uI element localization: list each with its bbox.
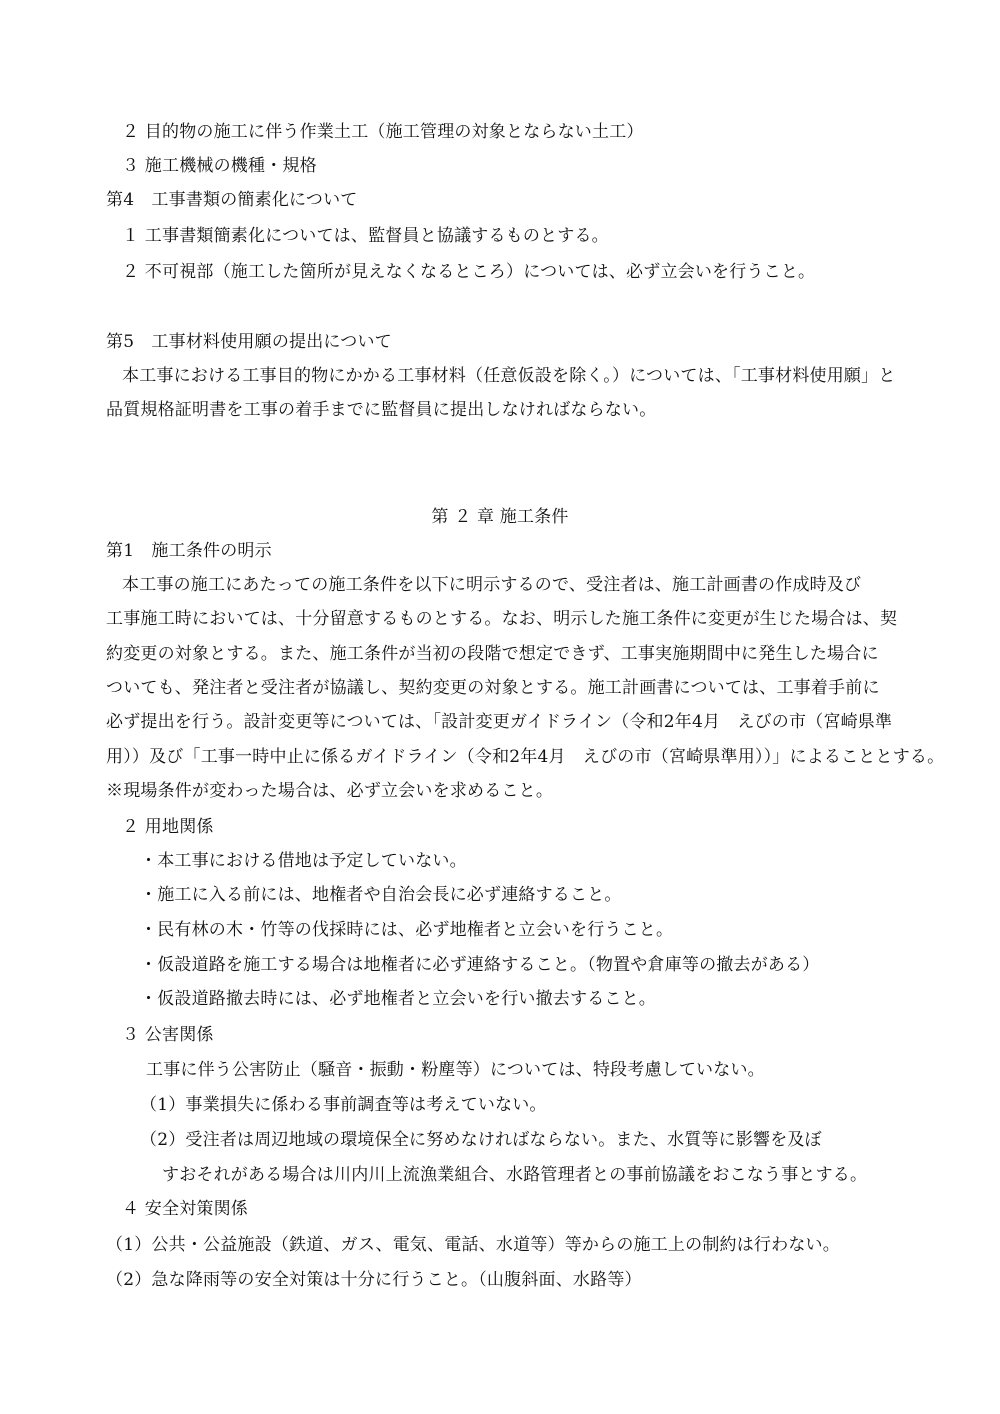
section-4-item-1: １ 工事書類簡素化については、監督員と協議するものとする。 [122, 226, 609, 246]
paragraph-line: 工事施工時においては、十分留意するものとする。なお、明示した施工条件に変更が生じた場合は、契 [106, 609, 898, 629]
safety-heading: ４ 安全対策関係 [122, 1199, 249, 1219]
section-5-heading: 第5 工事材料使用願の提出について [106, 332, 392, 352]
pollution-item-2-line-2: すおそれがある場合は川内川上流漁業組合、水路管理者との事前協議をおこなう事とする。 [162, 1165, 868, 1185]
safety-item-2: （2）急な降雨等の安全対策は十分に行うこと。（山腹斜面、水路等） [106, 1270, 642, 1290]
land-bullet: ・仮設道路を施工する場合は地権者に必ず連絡すること。（物置や倉庫等の撤去がある） [140, 955, 820, 975]
pollution-heading: ３ 公害関係 [122, 1025, 214, 1045]
paragraph-line: 約変更の対象とする。また、施工条件が当初の段階で想定できず、工事実施期間中に発生した場合に [106, 644, 879, 664]
pollution-intro: 工事に伴う公害防止（騒音・振動・粉塵等）については、特段考慮していない。 [146, 1060, 765, 1080]
paragraph-line: ついても、発注者と受注者が協議し、契約変更の対象とする。施工計画書については、工事着手前に [106, 678, 880, 698]
safety-item-1: （1）公共・公益施設（鉄道、ガス、電気、電話、水道等）等からの施工上の制約は行わない。 [106, 1235, 840, 1255]
section-5-body-line-2: 品質規格証明書を工事の着手までに監督員に提出しなければならない。 [106, 400, 657, 420]
pollution-item-1: （1）事業損失に係わる事前調査等は考えていない。 [140, 1095, 547, 1115]
section-4-heading: 第4 工事書類の簡素化について [106, 190, 358, 210]
land-bullet: ・本工事における借地は予定していない。 [140, 851, 467, 871]
section-4-item-2: ２ 不可視部（施工した箇所が見えなくなるところ）については、必ず立会いを行うこと。 [122, 262, 816, 282]
paragraph-line: 本工事の施工にあたっての施工条件を以下に明示するので、受注者は、施工計画書の作成時及び [122, 575, 862, 595]
paragraph-line: 用））及び「工事一時中止に係るガイドライン（令和2年4月 えびの市（宮崎県準用））」によることとする。 [106, 747, 945, 767]
item-2-line: ２ 目的物の施工に伴う作業土工（施工管理の対象とならない土工） [122, 122, 644, 142]
item-3-line: ３ 施工機械の機種・規格 [122, 156, 317, 176]
land-bullet: ・仮設道路撤去時には、必ず地権者と立会いを行い撤去すること。 [140, 989, 656, 1009]
pollution-item-2-line-1: （2）受注者は周辺地域の環境保全に努めなければならない。また、水質等に影響を及ぼ [140, 1130, 822, 1150]
land-heading: ２ 用地関係 [122, 817, 214, 837]
section-5-body-line-1: 本工事における工事目的物にかかる工事材料（任意仮設を除く。）については、「工事材料使用願」と [122, 366, 896, 386]
paragraph-line: 必ず提出を行う。設計変更等については、「設計変更ガイドライン（令和2年4月 えびの市（宮崎県準 [106, 712, 893, 732]
chapter-2-section-1-heading: 第1 施工条件の明示 [106, 541, 272, 561]
paragraph-line: ※現場条件が変わった場合は、必ず立会いを求めること。 [106, 781, 554, 801]
land-bullet: ・民有林の木・竹等の伐採時には、必ず地権者と立会いを行うこと。 [140, 920, 674, 940]
chapter-2-title: 第 ２ 章 施工条件 [431, 507, 569, 527]
land-bullet: ・施工に入る前には、地権者や自治会長に必ず連絡すること。 [140, 885, 622, 905]
